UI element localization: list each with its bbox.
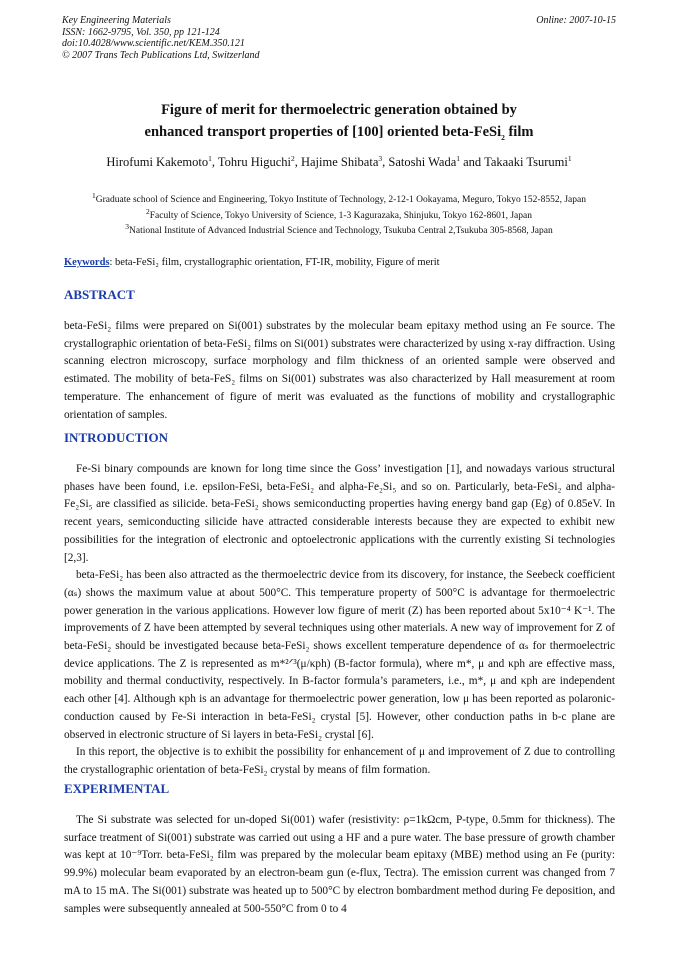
author: Hajime Shibata$^3$, [300,153,389,169]
keywords [64,257,616,268]
journal-name: Key Engineering Materials [62,15,171,26]
intro-paragraph: beta-FeSi₂ has been also attracted as the thermoelectric device from its discovery, for instance, the Seebeck coefficient (αₛ) shows the maximum value at about 500°C. This temperature property of 500°C is advantage for thermoelectric power generation in the various applications. However low figure of merit (Z) has been reported about 5x10⁻⁴ K⁻¹. The improvements of Z have been attempted by several techniques using other materials. A new way of improvement for Z of beta-FeSi₂ should be investigated because beta-FeSi₂ shows excellent temperature dependence of αₛ for thermoelectric device applications. The Z is represented as m*²ᐟ³(μ/κph) (B-factor formula), where m*, μ and κph are effective mass, mobility and thermal conductivity, respectively. In B-factor formula’s parameters, i.e., m*, μ and κph are independent each other [4]. Although κph is an advantage for thermoelectric power generation, low μ has been reported as polaronic-conduction caused by Fe-Si interaction in beta-FeSi₂ crystal [5]. However, other conduction paths in b-c plane are observed in electronic structure of Si layers in beta-FeSi₂ crystal [6]. [64,569,615,741]
keywords-text: : beta-FeSi₂ film, crystallographic orientation, FT-IR, mobility, Figure of merit [109,257,440,268]
doi-line[interactable]: doi:10.4028/www.scientific.net/KEM.350.121 [62,38,245,49]
intro-paragraph: Fe-Si binary compounds are known for long time since the Goss’ investigation [1], and nowadays various structural phases have been found, i.e. epsilon-FeSi, beta-FeSi₂ and alpha-Fe₂Si₅ and so on. Particularly, beta-FeSi₂ and alpha-Fe₂Si₅ are classified as silicide. beta-FeSi₂ shows semiconducting properties having energy band gap (Eg) of 0.85eV. In recent years, semiconducting silicide have attracted considerable interests because they are expected to exhibit new possibilities for the integration of electronic and optoelectronic applications with the currently existing Si technologies [2,3]. [64,463,615,564]
abstract-paragraph: beta-FeSi₂ films were prepared on Si(001) substrates by the molecular beam epitaxy method using an Fe source. The crystallographic orientation of beta-FeSi₂ films on Si(001) substrates were characterized by using x-ray diffraction. Using scanning electron microscopy, surface morphology and film thickness of an oriented sample were observed and estimated. The mobility of beta-FeS₂ films on Si(001) substrates was also characterized by Hall measurement at room temperature. The enhancement of figure of merit was evaluated as the functions of mobility and crystallographic orientation of samples. [64,320,615,421]
copyright-line: © 2007 Trans Tech Publications Ltd, Switzerland [62,49,260,61]
abstract-body [64,318,615,424]
introduction-heading: INTRODUCTION [64,430,169,445]
affiliation: $^3$National Institute of Advanced Industrial Science and Technology, Tsukuba Central 2,Tsukuba 305-8568, Japan [125,221,553,236]
affiliation-list [62,190,616,240]
abstract-heading: ABSTRACT [64,287,135,302]
author: Satoshi Wada$^1$ and [388,153,485,169]
title-line-1: Figure of merit for thermoelectric generation obtained by [161,102,517,118]
online-date: Online: 2007-10-15 [536,15,616,26]
paper-title [62,99,616,143]
title-line-2: enhanced transport properties of [100] oriented beta-FeSi$_2$ film [144,124,534,142]
page-header [62,15,616,61]
author-list [62,155,616,170]
intro-paragraph: In this report, the objective is to exhibit the possibility for enhancement of μ and improvement of Z due to controlling the crystallographic orientation of beta-FeSi₂ crystal by means of film formation. [64,746,615,776]
introduction-body [64,461,615,780]
experimental-body [64,812,615,918]
keywords-label[interactable]: Keywords [64,257,110,268]
affiliation: $^2$Faculty of Science, Tokyo University of Science, 1-3 Kagurazaka, Shinjuku, Tokyo 162-8601, Japan [146,206,532,221]
experimental-paragraph: The Si substrate was selected for un-doped Si(001) wafer (resistivity: ρ=1kΩcm, P-type, 0.5mm for thickness). The surface treatment of Si(001) substrate was carried out using a HF and a pure water. The base pressure of growth chamber was kept at 10⁻⁹Torr. beta-FeSi₂ film was prepared by the molecular beam epitaxy (MBE) method using an Fe (purity: 99.9%) molecular beam evaporated by an electron-beam gun (e-flux, Tectra). The emission current was changed from 7 mA to 15 mA. The Si(001) substrate was heated up to 500°C by electron bombardment method during Fe deposition, and samples were subsequently annealed at 500-550°C from 0 to 4 [64,814,615,915]
issn-line: ISSN: 1662-9795, Vol. 350, pp 121-124 [62,26,220,38]
author: Hirofumi Kakemoto$^1$, [106,153,218,169]
author: Tohru Higuchi$^2$, [217,153,301,169]
author: Takaaki Tsurumi$^1$ [484,153,572,169]
affiliation: $^1$Graduate school of Science and Engineering, Tokyo Institute of Technology, 2-12-1 Ookayama, Meguro, Tokyo 152-8552, Japan [92,190,586,205]
experimental-heading: EXPERIMENTAL [64,781,170,796]
